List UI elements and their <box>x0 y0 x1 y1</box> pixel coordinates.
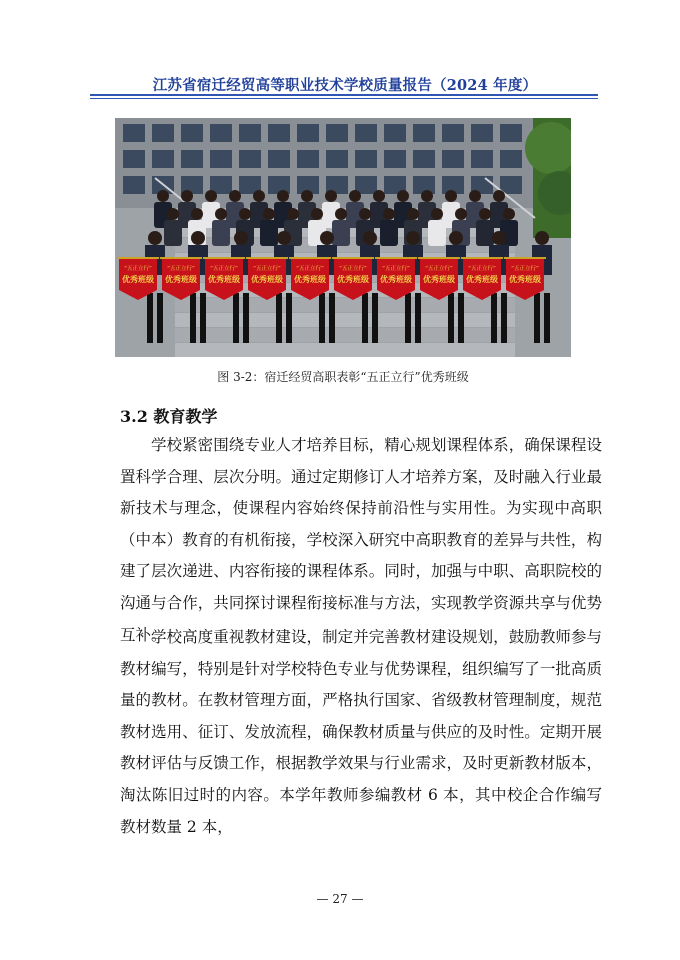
person-head <box>373 190 385 202</box>
building-window <box>413 124 435 142</box>
person-head <box>191 231 205 245</box>
building-window <box>123 124 145 142</box>
pennant-main-text: 优秀班级 <box>380 275 412 284</box>
person-body <box>212 220 230 246</box>
person-head <box>277 190 289 202</box>
building-window <box>326 124 348 142</box>
person-head <box>191 208 203 220</box>
person-leg <box>501 293 507 343</box>
person-head <box>311 208 323 220</box>
person-head <box>492 231 506 245</box>
person-head <box>479 208 491 220</box>
person-head <box>148 231 162 245</box>
pennant-main-text: 优秀班级 <box>337 275 369 284</box>
building-window <box>471 124 493 142</box>
person-leg <box>319 293 325 343</box>
paragraph-text: 学校紧密围绕专业人才培养目标，精心规划课程体系，确保课程设置科学合理、层次分明。通过定期修订人才培养方案，及时融入行业最新技术与理念，使课程内容始终保持前沿性与实用性。为实现中高职（中本）教育的有机衔接，学校深入研究中高职教育的差异与共性，构建了层次递进、内容衔接的课程体系。同时，加强与中职、高职院校的沟通与合作，共同探讨课程衔接标准与方法，实现教学资源共享与优势互补。 <box>120 436 602 644</box>
building-window <box>210 150 232 168</box>
person-leg <box>405 293 411 343</box>
building-window <box>384 150 406 168</box>
person-head <box>229 190 241 202</box>
pennant-main-text: 优秀班级 <box>294 275 326 284</box>
person-head <box>449 231 463 245</box>
person-leg <box>329 293 335 343</box>
person-head <box>215 208 227 220</box>
pennant-top-text: “五正立行” <box>253 266 281 272</box>
person-head <box>349 190 361 202</box>
person-head <box>234 231 248 245</box>
building-window <box>471 150 493 168</box>
person-body <box>332 220 350 246</box>
person-leg <box>200 293 206 343</box>
building-window <box>500 150 522 168</box>
person-leg <box>544 293 550 343</box>
person-leg <box>458 293 464 343</box>
person-head <box>157 190 169 202</box>
person-leg <box>372 293 378 343</box>
person-head <box>301 190 313 202</box>
pennant-main-text: 优秀班级 <box>208 275 240 284</box>
building-window <box>500 124 522 142</box>
building-window <box>384 124 406 142</box>
person-body <box>164 220 182 246</box>
person-body <box>260 220 278 246</box>
building-window <box>355 150 377 168</box>
paragraph-textbooks <box>120 622 602 843</box>
group-photo-illustration <box>115 118 571 357</box>
person-leg <box>534 293 540 343</box>
pennant-main-text: 优秀班级 <box>466 275 498 284</box>
section-heading: 3.2 教育教学 <box>120 407 218 426</box>
person-leg <box>286 293 292 343</box>
person-leg <box>190 293 196 343</box>
person-head <box>397 190 409 202</box>
pennant-main-text: 优秀班级 <box>165 275 197 284</box>
header-rule-thin <box>90 98 598 99</box>
building-window <box>326 150 348 168</box>
building-window <box>442 124 464 142</box>
person-head <box>407 208 419 220</box>
page-number: — 27 — <box>316 892 364 906</box>
building-window <box>297 150 319 168</box>
person-head <box>277 231 291 245</box>
person-head <box>287 208 299 220</box>
pennant-top-text: “五正立行” <box>296 266 324 272</box>
person-head <box>493 190 505 202</box>
person-leg <box>362 293 368 343</box>
building-window <box>152 150 174 168</box>
building-window <box>123 150 145 168</box>
building-window <box>210 124 232 142</box>
building-window <box>123 176 145 194</box>
person-head <box>363 231 377 245</box>
person-head <box>445 190 457 202</box>
pennant-top-text: “五正立行” <box>167 266 195 272</box>
header-rule-thick <box>90 94 598 96</box>
building-window <box>181 124 203 142</box>
person-leg <box>448 293 454 343</box>
person-head <box>359 208 371 220</box>
figure-caption: 图 3-2：宿迁经贸高职表彰“五正立行”优秀班级 <box>217 370 469 384</box>
pennant-main-text: 优秀班级 <box>251 275 283 284</box>
building-window <box>413 150 435 168</box>
building-window <box>442 150 464 168</box>
person-leg <box>147 293 153 343</box>
pennant-top-text: “五正立行” <box>511 266 539 272</box>
person-head <box>320 231 334 245</box>
pennant-top-text: “五正立行” <box>210 266 238 272</box>
pennant-main-text: 优秀班级 <box>423 275 455 284</box>
paragraph-text: 学校高度重视教材建设，制定并完善教材建设规划，鼓励教师参与教材编写，特别是针对学校特色专业与优势课程，组织编写了一批高质量的教材。在教材管理方面，严格执行国家、省级教材管理制度，规范教材选用、征订、发放流程，确保教材质量与供应的及时性。定期开展教材评估与反馈工作，根据教学效果与行业需求，及时更新教材版本，淘汰陈旧过时的内容。本学年教师参编教材 6 本，其中校企合作编写教材数量 2 本， <box>120 628 602 836</box>
building-window <box>268 124 290 142</box>
person-head <box>325 190 337 202</box>
pennant-main-text: 优秀班级 <box>122 275 154 284</box>
person-leg <box>157 293 163 343</box>
person-leg <box>491 293 497 343</box>
person-head <box>406 231 420 245</box>
page-header: 江苏省宿迁经贸高等职业技术学校质量报告（2024 年度） <box>152 77 538 94</box>
person-body <box>428 220 446 246</box>
group-photo <box>115 118 571 357</box>
person-head <box>253 190 265 202</box>
person-body <box>380 220 398 246</box>
building-window <box>500 176 522 194</box>
pennant-top-text: “五正立行” <box>124 266 152 272</box>
pennant-main-text: 优秀班级 <box>509 275 541 284</box>
person-head <box>167 208 179 220</box>
person-body <box>476 220 494 246</box>
person-head <box>431 208 443 220</box>
person-head <box>205 190 217 202</box>
person-leg <box>233 293 239 343</box>
person-head <box>469 190 481 202</box>
pennant-top-text: “五正立行” <box>468 266 496 272</box>
person-head <box>535 231 549 245</box>
building-window <box>152 124 174 142</box>
pennant-top-text: “五正立行” <box>425 266 453 272</box>
building-window <box>297 124 319 142</box>
stair-step <box>175 343 515 357</box>
person-head <box>263 208 275 220</box>
building-window <box>239 150 261 168</box>
person-head <box>383 208 395 220</box>
person-leg <box>415 293 421 343</box>
pennant-top-text: “五正立行” <box>339 266 367 272</box>
paragraph-curriculum <box>120 430 602 651</box>
person-head <box>335 208 347 220</box>
person-head <box>421 190 433 202</box>
person-head <box>239 208 251 220</box>
person-head <box>455 208 467 220</box>
person-head <box>503 208 515 220</box>
pennant-top-text: “五正立行” <box>382 266 410 272</box>
building-window <box>181 150 203 168</box>
person-leg <box>243 293 249 343</box>
person-head <box>181 190 193 202</box>
building-window <box>355 124 377 142</box>
building-window <box>268 150 290 168</box>
building-window <box>239 124 261 142</box>
person-leg <box>276 293 282 343</box>
